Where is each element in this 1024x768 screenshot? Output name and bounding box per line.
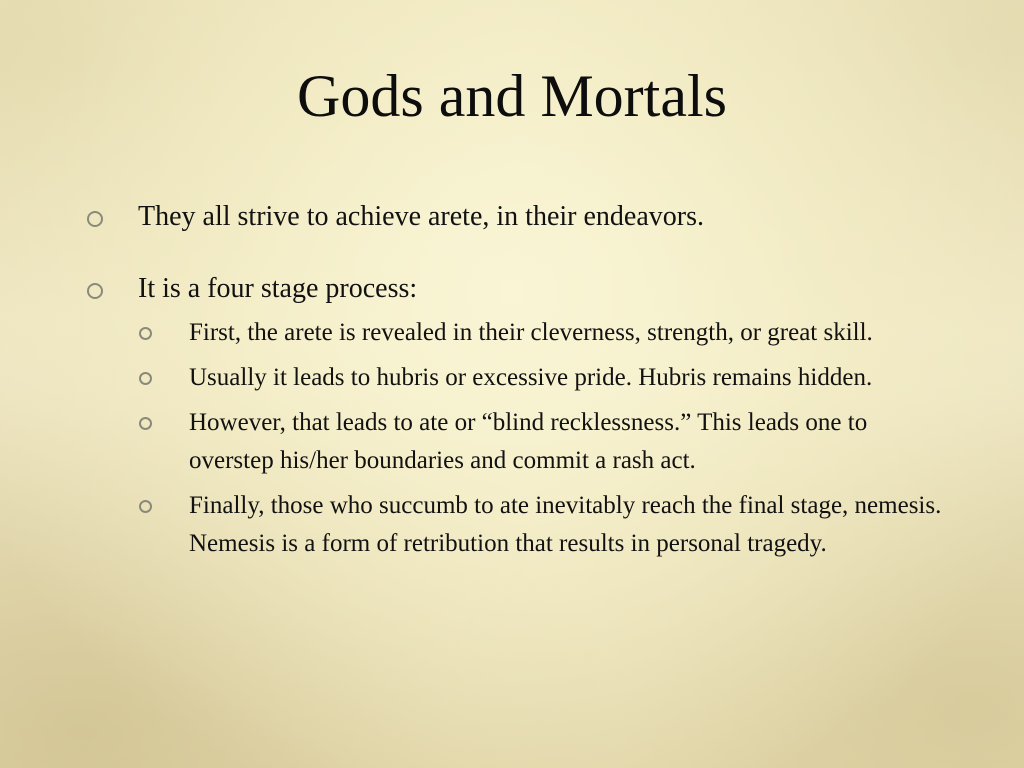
hollow-circle-icon	[139, 500, 152, 513]
bullet-text: It is a four stage process:	[138, 273, 418, 304]
hollow-circle-icon	[87, 211, 103, 227]
sub-bullet-list	[138, 314, 942, 563]
hollow-circle-icon	[139, 327, 152, 340]
sub-bullet-text: First, the arete is revealed in their cleverness, strength, or great skill.	[189, 319, 873, 346]
sub-bullet-item	[189, 487, 944, 563]
sub-bullet-item	[189, 359, 944, 397]
bullet-item	[0, 198, 938, 236]
bullet-item	[0, 270, 942, 563]
slide-title: Gods and Mortals	[297, 63, 727, 129]
bullet-list	[0, 198, 1024, 570]
sub-bullet-item	[189, 404, 944, 480]
hollow-circle-icon	[87, 283, 103, 299]
sub-bullet-text: Finally, those who succumb to ate inevitably reach the final stage, nemesis. Nemesis is a form of retribution that results in personal tragedy.	[189, 492, 942, 557]
sub-bullet-text: Usually it leads to hubris or excessive pride. Hubris remains hidden.	[189, 364, 873, 391]
bullet-text: They all strive to achieve arete, in their endeavors.	[138, 201, 704, 232]
hollow-circle-icon	[139, 417, 152, 430]
sub-bullet-text: However, that leads to ate or “blind recklessness.” This leads one to overstep his/her boundaries and commit a rash act.	[189, 409, 868, 474]
hollow-circle-icon	[139, 372, 152, 385]
sub-bullet-item	[189, 314, 944, 352]
